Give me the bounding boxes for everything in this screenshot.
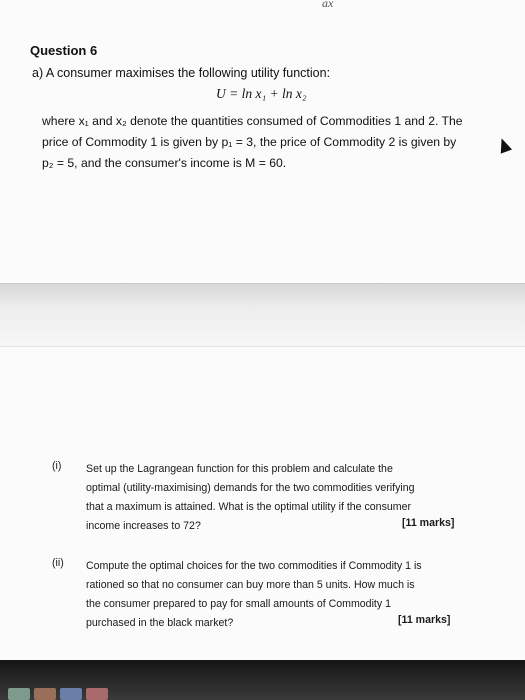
part-line: Compute the optimal choices for the two commodities if Commodity 1 is [86, 560, 422, 572]
app-icon[interactable] [60, 688, 82, 700]
part-number: (ii) [52, 557, 64, 569]
taskbar [0, 660, 525, 700]
cut-off-text: ax [322, 0, 334, 10]
marks-label: [11 marks] [398, 614, 451, 626]
description-line: price of Commodity 1 is given by p₁ = 3, the price of Commodity 2 is given by [42, 135, 457, 149]
part-number: (i) [52, 460, 62, 472]
app-icon[interactable] [8, 688, 30, 700]
question-description [42, 111, 492, 174]
part-line: purchased in the black market? [86, 617, 234, 629]
part-line: that a maximum is attained. What is the optimal utility if the consumer [86, 501, 412, 513]
marks-label: [11 marks] [402, 517, 455, 529]
part-line: rationed so that no consumer can buy more than 5 units. How much is [86, 579, 415, 591]
part-line: income increases to 72? [86, 520, 201, 532]
app-icon[interactable] [86, 688, 108, 700]
utility-formula: U = ln x₁ + ln x₂ [216, 86, 307, 101]
part-line: the consumer prepared to pay for small amounts of Commodity 1 [86, 598, 392, 610]
question-title: Question 6 [30, 43, 98, 58]
description-line: p₂ = 5, and the consumer's income is M = 60. [42, 156, 287, 170]
app-icon[interactable] [34, 688, 56, 700]
question-intro: a) A consumer maximises the following utility function: [32, 66, 331, 80]
part-line: optimal (utility-maximising) demands for the two commodities verifying [86, 482, 415, 494]
mouse-cursor-icon [496, 136, 512, 153]
page-break-divider [0, 283, 525, 347]
description-line: where x₁ and x₂ denote the quantities consumed of Commodities 1 and 2. The [42, 114, 463, 128]
part-line: Set up the Lagrangean function for this problem and calculate the [86, 463, 393, 475]
